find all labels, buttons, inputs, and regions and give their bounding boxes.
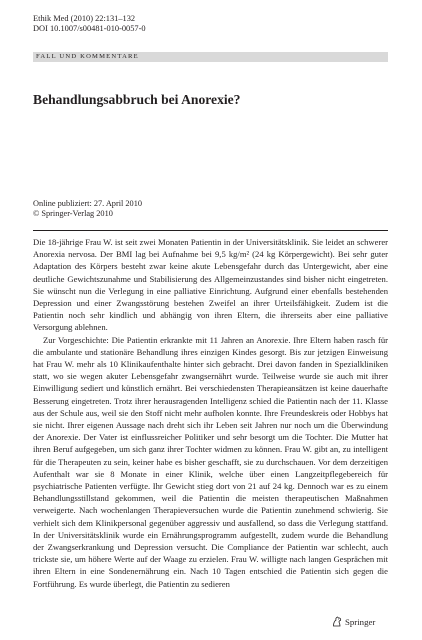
- body-paragraph-2: Zur Vorgeschichte: Die Patientin erkrankte mit 11 Jahren an Anorexie. Ihre Eltern haben rasch für die ambulante und stationäre Behandlung ihres einzigen Kindes gesorgt. Bis zur jetzigen Einweisung hat Frau W. mehr als 10 Klinikaufenthalte hinter sich gebracht. Drei davon fanden in Spezialkliniken statt, wo sie wegen akuter Lebensgefahr zwangsernährt wurde. Teilweise wurde sie auch mit ihrer Einwilligung sediert und künstlich ernährt. Bei verschiedensten Therapieansätzen ist keine dauerhafte Besserung eingetreten. Trotz ihrer herausragenden Intelligenz schied die Patientin nach der 11. Klasse aus der Schule aus, weil sie den Stoff nicht mehr aufholen konnte. Ihre Freundeskreis oder Hobbys hat sie nicht. Ihrer eigenen Aussage nach dreht sich ihr Leben seit Jahren nur noch um die Überwindung der Anorexie. Der Vater ist einflussreicher Politiker und sehr besorgt um die Tochter. Die Mutter hat ihren Beruf aufgegeben, um sich ganz ihrer Tochter widmen zu können. Frau W. gibt an, zu intelligent für die Therapeuten zu sein, keiner habe es bisher geschafft, sie zu durchschauen. Vor dem derzeitigen Aufenthalt war sie 8 Monate in einer Klinik, welche über einen Langzeitpflegebereich für psychiatrische Patienten verfügte. Ihr Gewicht stieg dort von 21 auf 24 kg. Dennoch war es zu einem Behandlungsstillstand gekommen, weil die Patientin die meisten therapeutischen Maßnahmen verweigerte. Nach wochenlangen Therapieversuchen wurde die Patientin zunehmend schwierig. Sie verhielt sich dem Klinikpersonal gegenüber aggressiv und ausfallend, so dass die Verlegung stattfand. In der Universitätsklinik wurde ein Ernährungsprogramm aufgestellt, zudem wurde die Behandlung der Zwangserkrankung und Depression versucht. Die Compliance der Patientin war schlecht, auch trickste sie, um höhere Werte auf der Waage zu erzielen. Frau W. willigte nach langen Gesprächen mit ihren Eltern in eine Sondenernährung ein. Nach 10 Tagen entschied die Patientin sich gegen die Fortführung. Es wurde überlegt, die Patientin zu sedieren: [33, 334, 388, 589]
- publisher-footer: [332, 616, 375, 627]
- copyright-notice: © Springer-Verlag 2010: [33, 209, 113, 219]
- section-label: FALL UND KOMMENTARE: [33, 52, 388, 62]
- journal-header: [33, 14, 146, 35]
- article-title: Behandlungsabbruch bei Anorexie?: [33, 92, 241, 107]
- doi: DOI 10.1007/s00481-010-0057-0: [33, 24, 146, 34]
- journal-citation: Ethik Med (2010) 22:131–132: [33, 14, 136, 23]
- springer-horse-icon: [332, 616, 342, 627]
- divider: [33, 230, 388, 231]
- publication-info: [33, 199, 142, 219]
- online-published-date: Online publiziert: 27. April 2010: [33, 199, 142, 208]
- body-paragraph-1: Die 18-jährige Frau W. ist seit zwei Monaten Patientin in der Universitätsklinik. Sie leidet an schwerer Anorexia nervosa. Der BMI lag bei Aufnahme bei 9,5 kg/m² (24 kg Körpergewicht). Bei sehr guter Adaptation des Körpers besteht zwar keine akute Lebensgefahr durch das Untergewicht, aber eine deutliche Gewichtszunahme und Stabilisierung des Allgemeinzustandes sind bisher nicht eingetreten. Sie wünscht nun die Verlegung in eine palliative Einrichtung. Aufgrund einer ebenfalls bestehenden Depression und einer Zwangsstörung bestehen Zweifel an ihrer Urteilsfähigkeit. Zudem ist die Patientin noch sehr kindlich und abhängig von ihren Eltern, die ihrerseits aber eine palliative Versorgung ablehnen.: [33, 237, 388, 333]
- publisher-name: Springer: [345, 616, 376, 627]
- article-body: [33, 236, 388, 590]
